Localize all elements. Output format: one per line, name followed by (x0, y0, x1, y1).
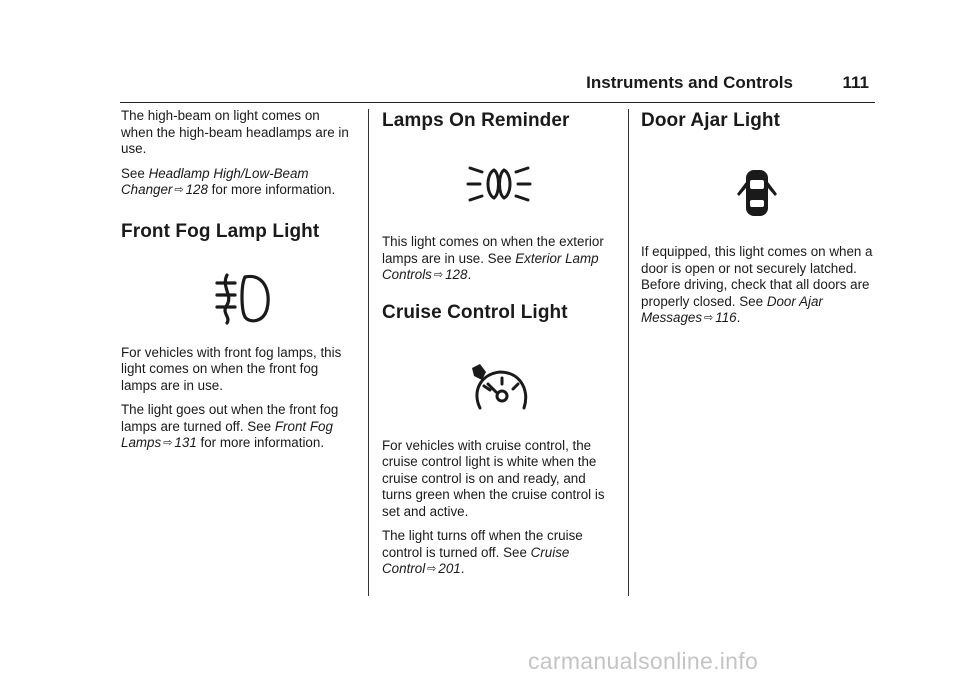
column-3 (641, 108, 873, 335)
heading-cruise-control: Cruise Control Light (382, 301, 568, 323)
page-ref-arrow-icon: ⇨ (433, 269, 444, 281)
xref-page[interactable]: 201 (438, 561, 461, 576)
fog-lamp-text-2: The light goes out when the front fog lamps are turned off. See Front Fog Lamps ⇨ 131 for more information. (121, 402, 339, 450)
heading-lamps-on-reminder: Lamps On Reminder (382, 110, 570, 131)
xref-door-ajar-messages[interactable]: Door Ajar Messages (641, 293, 823, 325)
xref-page[interactable]: 128 (185, 182, 208, 197)
xref-page[interactable]: 116 (715, 310, 737, 325)
door-ajar-icon (735, 168, 779, 218)
cruise-control-icon (470, 362, 532, 416)
high-beam-text: The high-beam on light comes on when the high-beam headlamps are in use. (121, 108, 349, 156)
xref-page[interactable]: 128 (445, 267, 468, 282)
page-header (120, 0, 875, 103)
watermark: carmanualsonline.info (528, 648, 759, 674)
xref-cruise-control[interactable]: Cruise Control (382, 544, 570, 576)
xref-page[interactable]: 131 (174, 435, 197, 450)
column-divider (368, 109, 369, 596)
cruise-control-text-2: The light turns off when the cruise control is turned off. See Cruise Control ⇨ 201. (382, 528, 583, 576)
page-ref-arrow-icon: ⇨ (174, 184, 184, 196)
xref-headlamp-changer[interactable]: Headlamp High/Low-Beam Changer (121, 165, 309, 197)
page-number: 111 (842, 73, 869, 92)
lamps-on-icon (466, 162, 532, 206)
column-1 (121, 108, 353, 460)
cruise-control-text-1: For vehicles with cruise control, the cruise control light is white when the cruise control is on and ready, and turns green when the cruise control is set and active. (382, 437, 605, 519)
heading-door-ajar: Door Ajar Light (641, 110, 781, 131)
high-beam-see-text: See Headlamp High/Low-Beam Changer ⇨ 128 for more information. (121, 165, 336, 197)
column-divider (628, 109, 629, 596)
fog-lamp-text-1: For vehicles with front fog lamps, this light comes on when the front fog lamps are in use. (121, 344, 342, 393)
column-2 (382, 108, 614, 586)
lamps-on-text: This light comes on when the exterior lamps are in use. See Exterior Lamp Controls ⇨ 128. (382, 234, 604, 282)
heading-front-fog-lamp: Front Fog Lamp Light (121, 220, 320, 242)
page-ref-arrow-icon: ⇨ (704, 312, 714, 324)
xref-exterior-lamp-controls[interactable]: Exterior Lamp Controls (382, 250, 599, 282)
page-ref-arrow-icon: ⇨ (163, 437, 173, 449)
xref-front-fog-lamps[interactable]: Front Fog Lamps (121, 418, 333, 450)
door-ajar-text: If equipped, this light comes on when a door is open or not securely latched. Before driving, check that all doors are properly closed. See Door Ajar Messages ⇨ 116. (641, 244, 873, 325)
fog-lamp-icon (205, 269, 275, 325)
section-title: Instruments and Controls (586, 73, 793, 92)
page-ref-arrow-icon: ⇨ (427, 563, 437, 575)
